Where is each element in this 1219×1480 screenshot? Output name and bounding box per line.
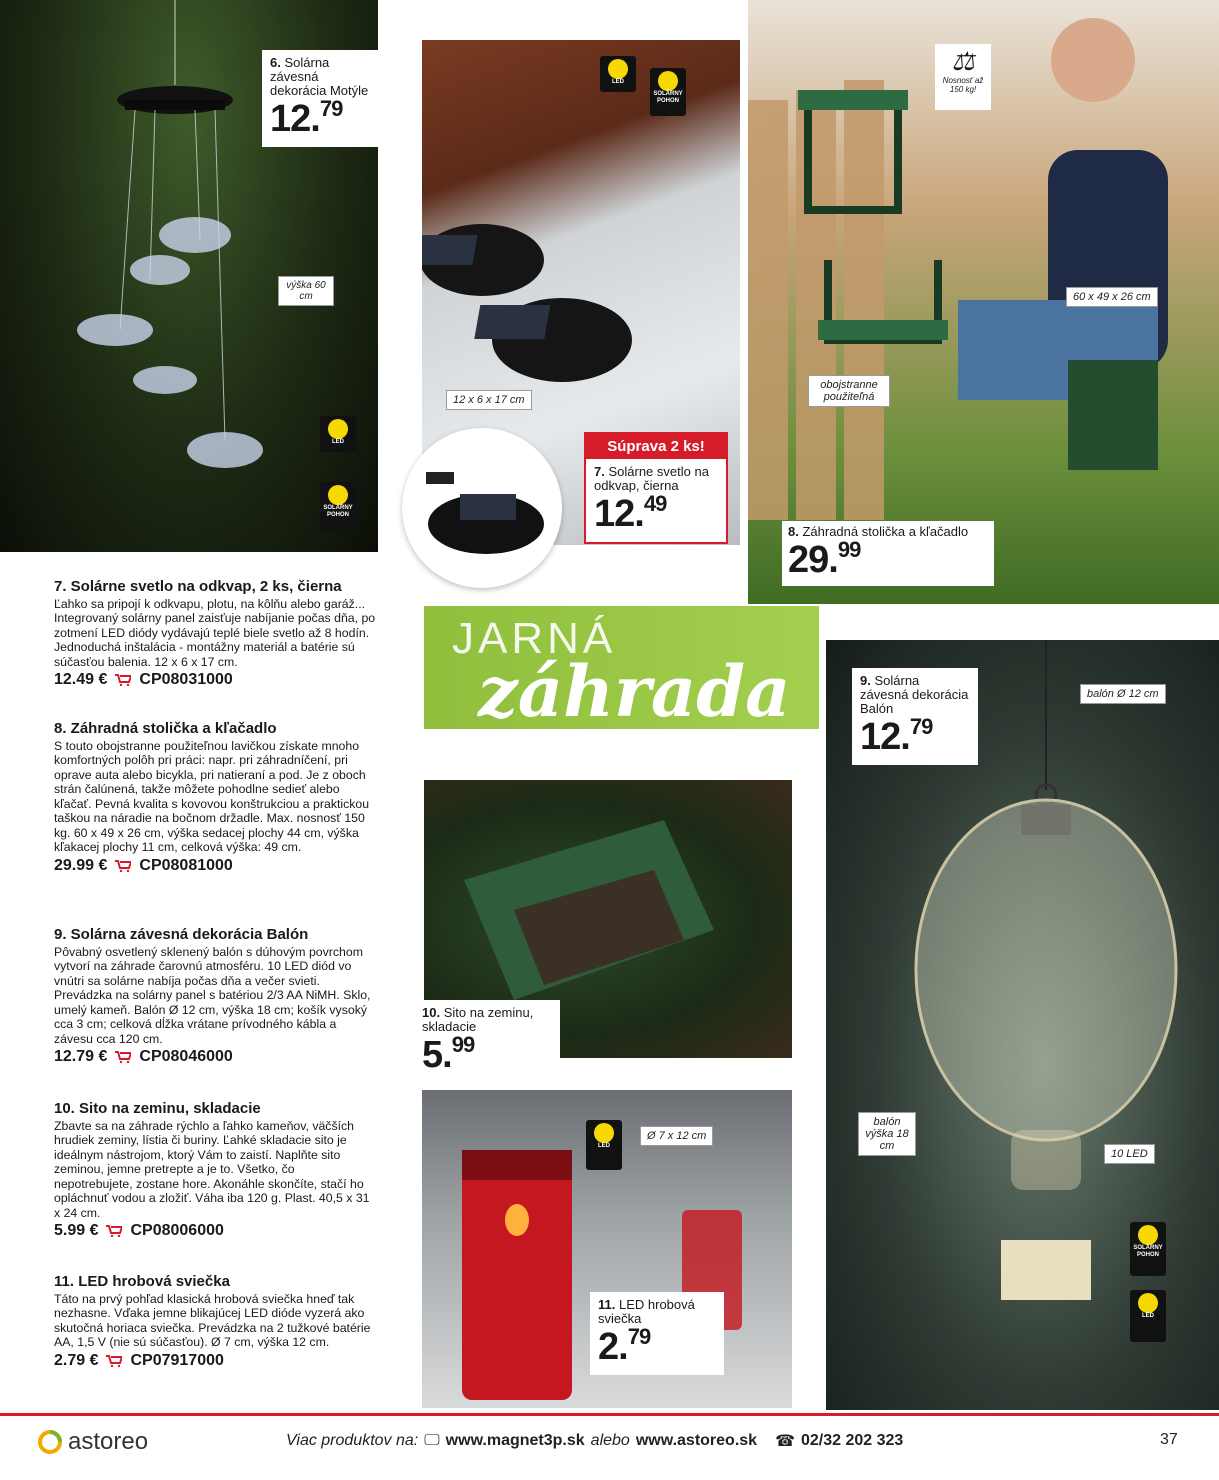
cart-icon bbox=[106, 1225, 122, 1237]
footer-contact bbox=[286, 1431, 903, 1451]
tag-price bbox=[270, 98, 370, 141]
solar-icon-label: SOLÁRNY POHON bbox=[323, 505, 353, 518]
weight-capacity-badge bbox=[935, 44, 991, 110]
tag-product-name: Solárna závesná dekorácia Motýle bbox=[270, 55, 369, 98]
solar-power-icon bbox=[650, 68, 686, 116]
product-description-8 bbox=[54, 722, 376, 873]
tag-number: 11. bbox=[598, 1297, 616, 1312]
butterfly-height-label: výška 60 cm bbox=[278, 276, 334, 306]
product-text: Zbavte sa na záhrade rýchlo a ľahko kameňov, väčších hrudiek zeminy, lístia či buriny. Ľahké skladacie sito je ideálnym nástrojom, ktorý Vám to zaistí. Naplňte sito zeminou, jemne pretrepte a je to. Všetko, čo nepotrebujete, zostane hore. Akonáhle skončíte, stačí ho opláchnuť vodou a zložiť. Váha iba 120 g. Plast. 40,5 x 31 x 24 cm. bbox=[54, 1118, 370, 1220]
product-order-line bbox=[54, 856, 376, 874]
product-code: CP08081000 bbox=[139, 856, 233, 874]
gutter-dimensions-label: 12 x 6 x 17 cm bbox=[446, 390, 532, 410]
tag-number: 7. bbox=[594, 464, 605, 479]
dumbbell-icon: ⚖ bbox=[951, 46, 975, 76]
product-text: Pôvabný osvetlený sklenený balón s dúhovým povrchom vytvorí na záhrade čarovnú atmosféru. 10 LED diód vo vnútri sa solárne nabíja počas dňa a večer svieti. Prevádzka na solárny panel s batériou 2/3 AA NiMH. Sklo, umelý kameň. Balón Ø 12 cm, výška 18 cm; košík vysoký cca 3 cm; celková dĺžka vrátane prívodného kábla a závesu cca 120 cm. bbox=[54, 944, 371, 1046]
cart-icon bbox=[115, 860, 131, 872]
led-icon bbox=[320, 416, 356, 452]
product-title: 9. Solárna závesná dekorácia Balón bbox=[54, 926, 309, 943]
tag-product-name: LED hrobová sviečka bbox=[598, 1297, 695, 1326]
price-decimal: 99 bbox=[837, 537, 861, 562]
product-text: Ľahko sa pripojí k odkvapu, plotu, na kôlňu alebo garáž... Integrovaný solárny panel zaisťuje nabíjanie počas dňa, po zotmení LED diódy vydávajú teplé biele svetlo až 8 hodín. Jednoduchá inštalácia - montážny materiál a batérie sú súčasťou balenia. 12 x 6 x 17 cm. bbox=[54, 596, 376, 669]
price-decimal: 99 bbox=[451, 1032, 475, 1057]
tag-price bbox=[422, 1034, 552, 1077]
product-description-7 bbox=[54, 580, 376, 688]
price-tag-balloon bbox=[852, 668, 978, 765]
product-code: CP07917000 bbox=[130, 1351, 224, 1369]
product-price: 12.49 € bbox=[54, 671, 108, 688]
price-integer: 12. bbox=[270, 98, 320, 140]
gutter-light-small-illustration bbox=[402, 428, 562, 588]
product-title: 10. Sito na zeminu, skladacie bbox=[54, 1100, 261, 1117]
solar-power-icon bbox=[1130, 1222, 1166, 1276]
product-text: S touto obojstranne použiteľnou lavičkou získate mnoho komfortných polôh pri práci: napr. pri záhradníčení, pri oprave auta alebo bicykla, pri natieraní a pod. Je z oboch strán čalúnená, takže môžete pohodlne sedieť alebo kľačať. Pevná kvalita s kovovou konštrukciou a praktickou taškou na náradie na bočnom držadle. Max. nosnosť 150 kg. 60 x 49 x 26 cm, výška sedacej plochy 44 cm, výška kľakacej plochy 11 cm, celková výška: 49 cm. bbox=[54, 738, 370, 854]
page-number: 37 bbox=[1160, 1431, 1178, 1448]
product-text: Táto na prvý pohľad klasická hrobová sviečka hneď tak nezhasne. Vďaka jemne blikajúcej LED dióde vyzerá ako skutočná horiaca sviečka. Prevádzka na 2 tužkové batérie AA, 1,5 V (nie sú súčasťou). Ø 7 cm, výška 12 cm. bbox=[54, 1291, 371, 1349]
phone-icon: ☎ bbox=[775, 1433, 795, 1450]
product-price: 12.79 € bbox=[54, 1048, 108, 1065]
tag-product-name: Solárna závesná dekorácia Balón bbox=[860, 673, 969, 716]
product-price: 5.99 € bbox=[54, 1222, 99, 1239]
tag-number: 8. bbox=[788, 524, 799, 539]
balloon-led-count-label: 10 LED bbox=[1104, 1144, 1155, 1164]
tag-price bbox=[598, 1326, 716, 1369]
price-decimal: 79 bbox=[627, 1324, 651, 1349]
price-tag-candle bbox=[590, 1292, 724, 1375]
price-decimal: 79 bbox=[319, 96, 343, 121]
cart-icon bbox=[115, 674, 131, 686]
product-price: 2.79 € bbox=[54, 1351, 99, 1369]
price-decimal: 79 bbox=[909, 714, 933, 739]
product-description-9 bbox=[54, 928, 376, 1065]
monitor-icon: 🖵 bbox=[424, 1432, 440, 1449]
product-order-line bbox=[54, 1351, 376, 1369]
footer-or: alebo bbox=[590, 1432, 630, 1449]
product-title: 8. Záhradná stolička a kľačadlo bbox=[54, 720, 277, 737]
tag-product-name: Solárne svetlo na odkvap, čierna bbox=[594, 464, 709, 493]
brand-name: astoreo bbox=[68, 1428, 149, 1455]
price-integer: 29. bbox=[788, 539, 838, 581]
cart-icon bbox=[115, 1051, 131, 1063]
balloon-diameter-label: balón Ø 12 cm bbox=[1080, 684, 1166, 704]
solar-power-icon bbox=[320, 482, 356, 530]
product-title: 7. Solárne svetlo na odkvap, 2 ks, čierna bbox=[54, 578, 342, 595]
tag-product-name: Záhradná stolička a kľačadlo bbox=[802, 524, 969, 539]
price-integer: 2. bbox=[598, 1326, 628, 1368]
banner-title-line1: JARNÁ bbox=[452, 614, 617, 663]
price-decimal: 49 bbox=[643, 491, 667, 516]
price-tag-sieve bbox=[414, 1000, 560, 1083]
product-description-10 bbox=[54, 1102, 376, 1239]
led-icon-label: LED bbox=[612, 79, 624, 85]
solar-icon-label: SOLÁRNY POHON bbox=[1133, 1245, 1163, 1258]
candle-dimensions-label: Ø 7 x 12 cm bbox=[640, 1126, 713, 1146]
product-order-line bbox=[54, 1224, 376, 1239]
footer-prefix: Viac produktov na: bbox=[286, 1432, 419, 1449]
product-title: 11. LED hrobová sviečka bbox=[54, 1273, 230, 1290]
led-icon bbox=[1130, 1290, 1166, 1342]
led-icon-label: LED bbox=[1142, 1313, 1154, 1319]
footer-link-magnet3p[interactable]: www.magnet3p.sk bbox=[445, 1432, 585, 1449]
price-tag-bench bbox=[782, 521, 994, 586]
tag-price bbox=[788, 539, 988, 582]
bench-dimensions-label: 60 x 49 x 26 cm bbox=[1066, 287, 1158, 307]
led-icon-label: LED bbox=[598, 1143, 610, 1149]
price-tag-butterfly bbox=[262, 50, 378, 147]
gutter-light-small-photo bbox=[402, 428, 562, 588]
footer-phone[interactable]: 02/32 202 323 bbox=[801, 1432, 904, 1449]
tag-number: 10. bbox=[422, 1005, 441, 1020]
tag-product-name: Sito na zeminu, skladacie bbox=[422, 1005, 534, 1034]
price-tag-gutter bbox=[584, 432, 728, 544]
product-code: CP08006000 bbox=[130, 1222, 224, 1239]
banner-title-line2: záhrada bbox=[478, 650, 791, 733]
solar-icon-label: SOLÁRNY POHON bbox=[653, 91, 683, 104]
led-icon bbox=[586, 1120, 622, 1170]
product-description-11 bbox=[54, 1275, 376, 1368]
astoreo-logo-icon bbox=[38, 1430, 62, 1454]
product-code: CP08046000 bbox=[139, 1048, 233, 1065]
led-icon bbox=[600, 56, 636, 92]
cart-icon bbox=[106, 1355, 122, 1367]
weight-capacity-text: Nosnosť až 150 kg! bbox=[942, 76, 984, 94]
tag-number: 6. bbox=[270, 55, 281, 70]
tag-price bbox=[860, 716, 970, 759]
footer-link-astoreo[interactable]: www.astoreo.sk bbox=[635, 1432, 758, 1449]
product-price: 29.99 € bbox=[54, 856, 108, 874]
price-integer: 12. bbox=[860, 716, 910, 758]
product-order-line bbox=[54, 673, 376, 688]
product-order-line bbox=[54, 1050, 376, 1065]
tag-price bbox=[594, 493, 718, 536]
footer-divider bbox=[0, 1413, 1219, 1416]
led-icon-label: LED bbox=[332, 439, 344, 445]
tag-number: 9. bbox=[860, 673, 871, 688]
set-badge: Súprava 2 ks! bbox=[586, 434, 726, 459]
price-integer: 5. bbox=[422, 1034, 452, 1076]
balloon-height-label: balón výška 18 cm bbox=[858, 1112, 916, 1156]
bench-reversible-label: obojstranne použiteľná bbox=[808, 375, 890, 407]
footer-logo bbox=[38, 1428, 148, 1456]
price-integer: 12. bbox=[594, 493, 644, 535]
product-code: CP08031000 bbox=[139, 671, 233, 688]
